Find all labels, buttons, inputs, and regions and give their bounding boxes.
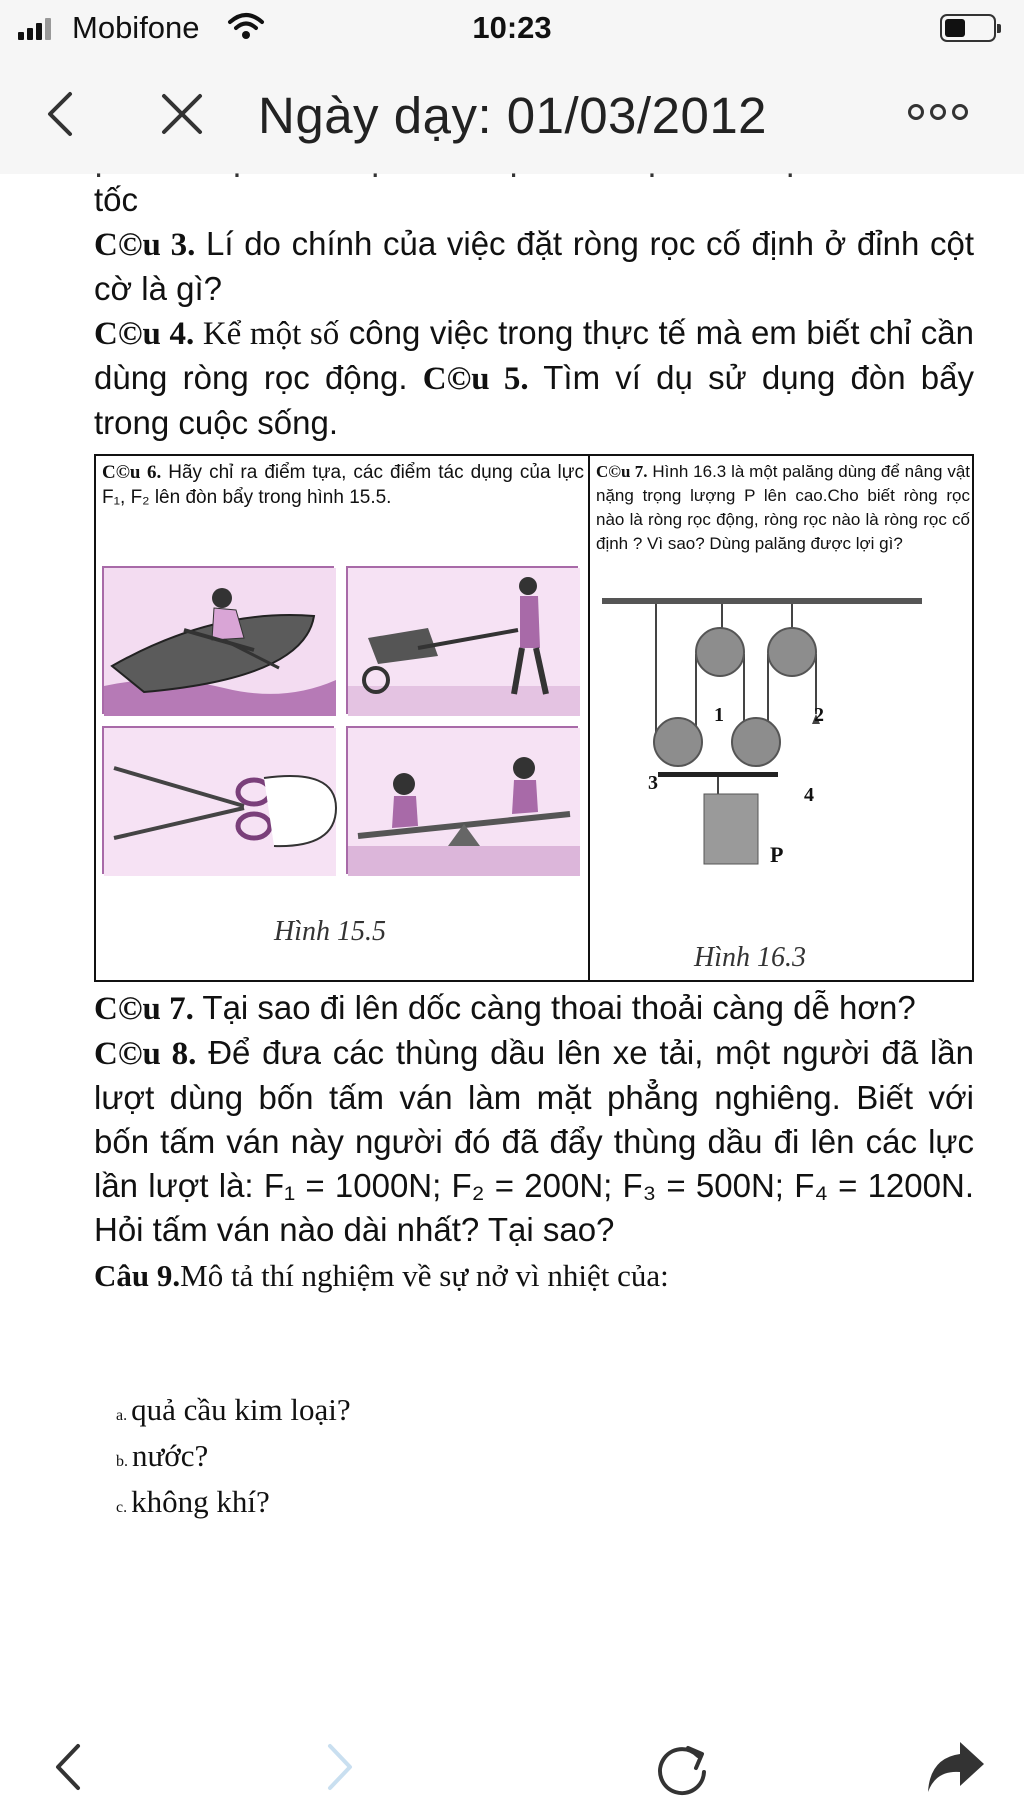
question-4-5 — [94, 311, 974, 445]
status-bar — [0, 0, 1024, 58]
document-text-upper — [94, 178, 974, 445]
chevron-left-icon[interactable] — [52, 1742, 82, 1792]
figure-caption: Hình 16.3 — [694, 942, 806, 973]
pulley-label-3: 3 — [648, 772, 658, 794]
close-icon[interactable] — [160, 92, 204, 136]
question-label: C©u 7. — [596, 462, 648, 481]
rowing-boat-picture — [102, 566, 334, 714]
weight-label: P — [770, 842, 784, 867]
question-text: Hình 16.3 là một palăng dùng để nâng vật nặng trọng lượng P lên cao.Cho biết ròng rọc nào là ròng rọc động, ròng rọc nào là ròng rọc cố định ? Vì sao? Dùng palăng được lợi gì? — [596, 462, 970, 553]
clock: 10:23 — [472, 10, 552, 45]
question-8 — [94, 1031, 974, 1252]
question-7-figure — [596, 460, 970, 556]
question-text: Hãy chỉ ra điểm tựa, các điểm tác dụng của lực F₁, F₂ lên đòn bẩy trong hình 15.5. — [102, 462, 584, 508]
page-title: Ngày dạy: 01/03/2012 — [258, 87, 768, 144]
question-text: Tìm ví dụ sử dụng đòn bẩy trong cuộc sống. — [94, 359, 975, 441]
question-label: Câu 9. — [94, 1258, 181, 1293]
pulley-label-2: 2 — [814, 704, 824, 726]
question-6 — [102, 460, 584, 510]
document-text-lower — [94, 986, 974, 1298]
question-label: C©u 4. — [94, 316, 195, 352]
question-label: C©u 8. — [94, 1036, 197, 1072]
question-label: C©u 7. — [94, 991, 194, 1027]
question-text: Mô tả thí nghiệm về sự nở vì nhiệt của: — [180, 1258, 669, 1293]
question-text: Lí do chính của việc đặt ròng rọc cố định ở đỉnh cột cờ là gì? — [94, 225, 974, 307]
figure-table — [94, 454, 974, 982]
question-text: Tại sao đi lên dốc càng thoai thoải càng dễ hơn? — [193, 989, 916, 1026]
answer-option-b: b. nước? — [116, 1438, 209, 1473]
share-arrow-icon[interactable] — [926, 1740, 986, 1794]
question-label: C©u 3. — [94, 227, 196, 263]
wheelbarrow-picture — [346, 566, 578, 714]
chevron-right-icon[interactable] — [326, 1742, 356, 1792]
more-dots-icon[interactable] — [908, 104, 968, 120]
cut-off-text: . . . . . . — [94, 147, 855, 184]
question-text: công việc trong thực tế mà em biết chỉ cần dùng ròng rọc động. — [94, 314, 975, 396]
question-label: C©u 6. — [102, 462, 162, 483]
question-text: Kể một số — [194, 316, 340, 352]
question-9 — [94, 1254, 974, 1298]
document-viewer[interactable] — [0, 147, 1024, 1704]
chevron-left-icon[interactable] — [44, 90, 74, 138]
figure-caption: Hình 15.5 — [274, 916, 386, 947]
scissors-picture — [102, 726, 334, 874]
pulley-label-4: 4 — [804, 784, 814, 806]
text-fragment: tốc — [94, 181, 139, 218]
answer-option-a: a. quả cầu kim loại? — [116, 1392, 351, 1427]
question-label: C©u 5. — [422, 361, 529, 397]
reload-icon[interactable] — [652, 1738, 712, 1798]
carrier-name: Mobifone — [72, 10, 200, 45]
question-7 — [94, 986, 974, 1031]
pulley-system-diagram — [596, 594, 972, 898]
bottom-toolbar — [0, 1704, 1024, 1820]
table-divider — [588, 456, 590, 980]
seesaw-picture — [346, 726, 578, 874]
pulley-label-1: 1 — [714, 704, 724, 726]
question-text: Để đưa các thùng dầu lên xe tải, một người đã lần lượt dùng bốn tấm ván làm mặt phẳng nghiêng. Biết với bốn tấm ván này người đó đã đẩy thùng dầu đi lên các lực lần lượt là: F₁ = 1000N; F₂ = 200N; F₃ = 500N; F₄ = 1200N. Hỏi tấm ván nào dài nhất? Tại sao? — [94, 1034, 974, 1248]
battery-icon — [940, 14, 996, 42]
question-3 — [94, 222, 974, 311]
answer-option-c: c. không khí? — [116, 1484, 270, 1519]
